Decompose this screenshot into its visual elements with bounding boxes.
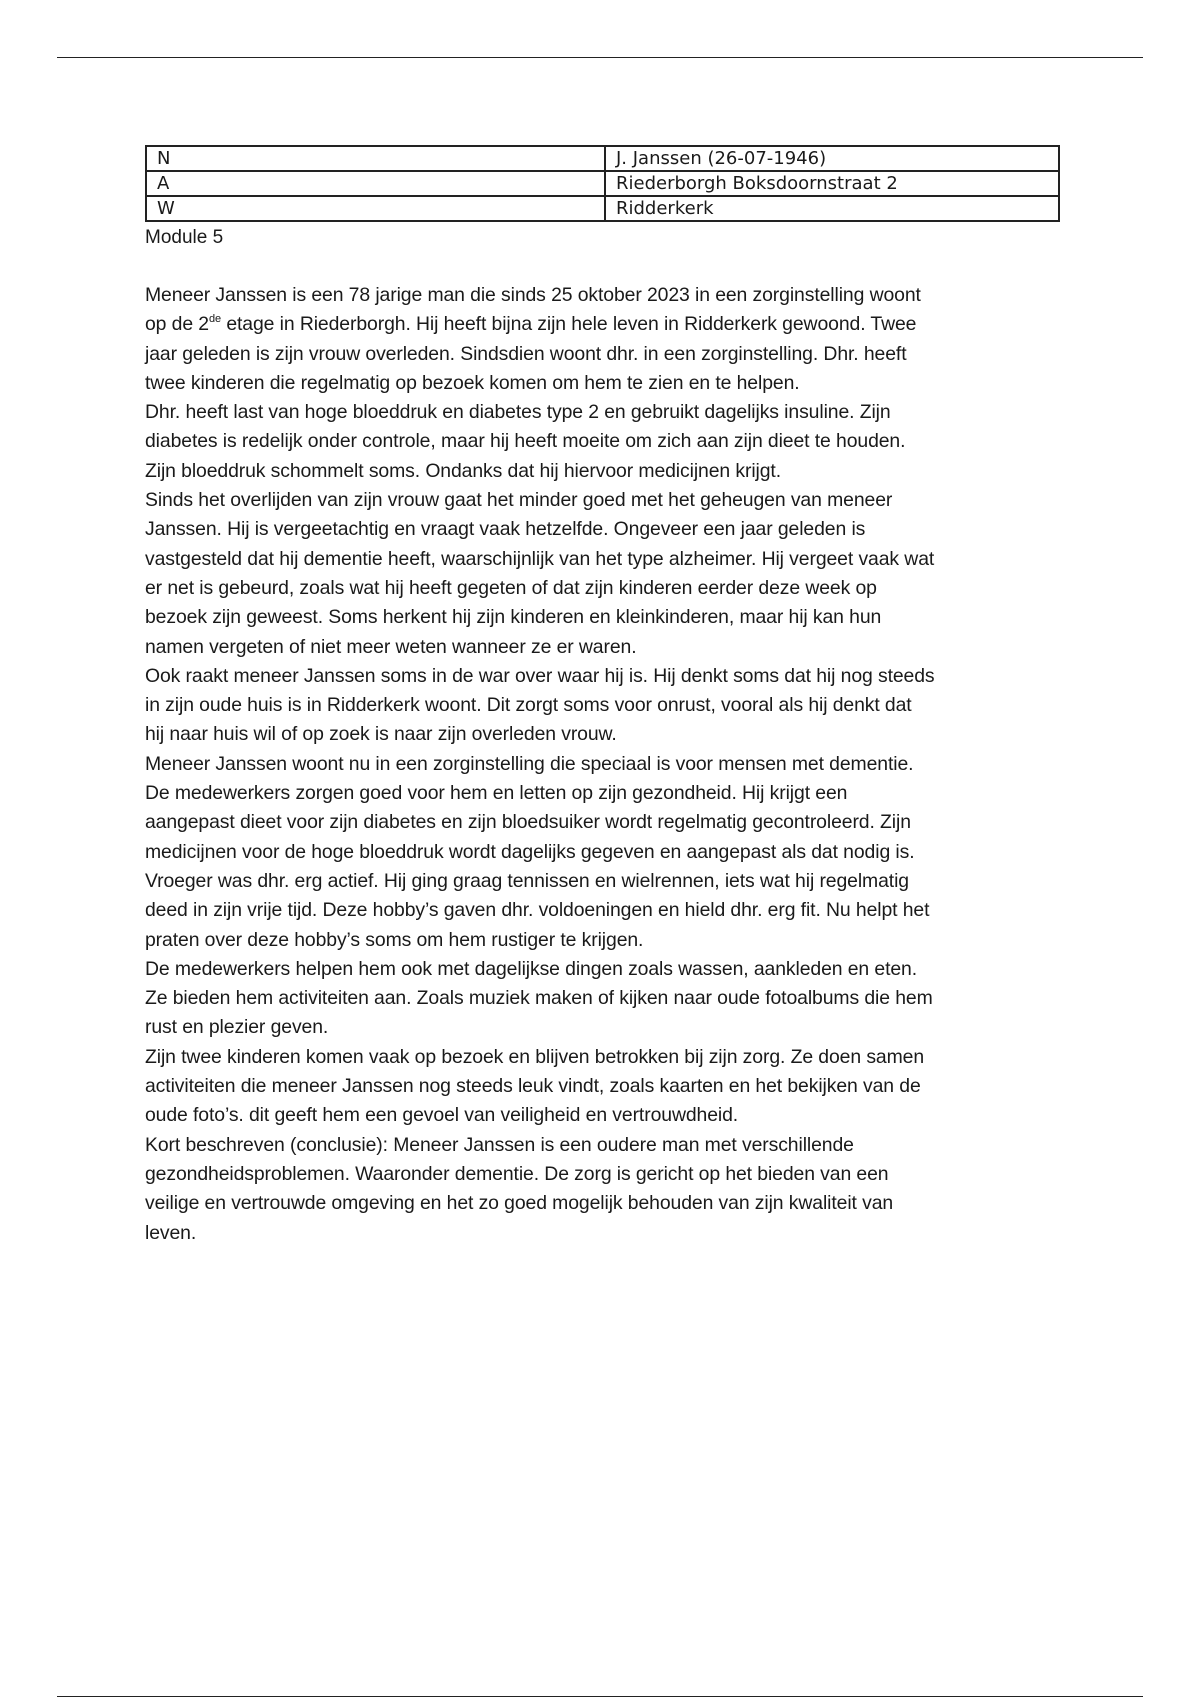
table-value: Riederborgh Boksdoornstraat 2 [605,171,1059,196]
text-line: Zijn twee kinderen komen vaak op bezoek en blijven betrokken bij zijn zorg. Ze doen samen [145,1045,925,1068]
table-row [146,146,1059,171]
text-line: De medewerkers zorgen goed voor hem en letten op zijn gezondheid. Hij krijgt een [145,782,848,805]
table-row [146,196,1059,221]
text-line: Vroeger was dhr. erg actief. Hij ging graag tennissen en wielrennen, iets wat hij regelmatig [145,869,909,892]
header-rule [57,57,1143,58]
text-line: praten over deze hobby’s soms om hem rustiger te krijgen. [145,928,644,951]
personal-info-table [145,145,1060,222]
table-row [146,171,1059,196]
text-line: Meneer Janssen woont nu in een zorginstelling die speciaal is voor mensen met dementie. [145,752,914,775]
text-span: etage in Riederborgh. Hij heeft bijna zijn hele leven in Ridderkerk gewoond. Twee [221,313,917,336]
text-line: De medewerkers helpen hem ook met dagelijkse dingen zoals wassen, aankleden en eten. [145,957,918,980]
text-line: vastgesteld dat hij dementie heeft, waarschijnlijk van het type alzheimer. Hij vergeet vaak wat [145,547,935,570]
text-line: Kort beschreven (conclusie): Meneer Janssen is een oudere man met verschillende [145,1133,854,1156]
table-value: Ridderkerk [605,196,1059,221]
text-line [145,310,935,339]
text-line: jaar geleden is zijn vrouw overleden. Sindsdien woont dhr. in een zorginstelling. Dhr. heeft [145,342,907,365]
text-line: twee kinderen die regelmatig op bezoek komen om hem te zien en te helpen. [145,371,800,394]
text-line: Ze bieden hem activiteiten aan. Zoals muziek maken of kijken naar oude fotoalbums die hem [145,987,933,1010]
document-body [145,281,935,1248]
superscript: de [209,313,222,326]
table-key: N [146,146,605,171]
module-label: Module 5 [145,227,224,248]
text-line: oude foto’s. dit geeft hem een gevoel van veiligheid en vertrouwdheid. [145,1104,739,1127]
text-line: gezondheidsproblemen. Waaronder dementie. De zorg is gericht op het bieden van een [145,1162,889,1185]
text-line: in zijn oude huis is in Ridderkerk woont. Dit zorgt soms voor onrust, vooral als hij denkt dat [145,694,912,717]
text-line: rust en plezier geven. [145,1016,329,1039]
text-line: Zijn bloeddruk schommelt soms. Ondanks dat hij hiervoor medicijnen krijgt. [145,459,781,482]
text-line: er net is gebeurd, zoals wat hij heeft gegeten of dat zijn kinderen eerder deze week op [145,576,877,599]
text-line: aangepast dieet voor zijn diabetes en zijn bloedsuiker wordt regelmatig gecontroleerd. Zijn [145,811,911,834]
footer-rule [57,1696,1143,1697]
text-line: Sinds het overlijden van zijn vrouw gaat het minder goed met het geheugen van meneer [145,489,893,512]
text-line: activiteiten die meneer Janssen nog steeds leuk vindt, zoals kaarten en het bekijken van de [145,1075,921,1098]
text-line: namen vergeten of niet meer weten wanneer ze er waren. [145,635,637,658]
text-span: op de 2 [145,313,209,336]
text-line: medicijnen voor de hoge bloeddruk wordt dagelijks gegeven en aangepast als dat nodig is. [145,840,915,863]
text-line: veilige en vertrouwde omgeving en het zo goed mogelijk behouden van zijn kwaliteit van [145,1192,894,1215]
text-line: Ook raakt meneer Janssen soms in de war over waar hij is. Hij denkt soms dat hij nog steeds [145,664,935,687]
text-line: deed in zijn vrije tijd. Deze hobby’s gaven dhr. voldoeningen en hield dhr. erg fit. Nu helpt het [145,899,930,922]
text-line: Dhr. heeft last van hoge bloeddruk en diabetes type 2 en gebruikt dagelijks insuline. Zijn [145,401,891,424]
text-line: Meneer Janssen is een 78 jarige man die sinds 25 oktober 2023 in een zorginstelling woont [145,284,921,306]
table-key: A [146,171,605,196]
text-line: leven. [145,1221,197,1244]
text-line: Janssen. Hij is vergeetachtig en vraagt vaak hetzelfde. Ongeveer een jaar geleden is [145,518,866,541]
text-line: hij naar huis wil of op zoek is naar zijn overleden vrouw. [145,723,617,746]
text-line: diabetes is redelijk onder controle, maar hij heeft moeite om zich aan zijn dieet te houden. [145,430,906,453]
text-line: bezoek zijn geweest. Soms herkent hij zijn kinderen en kleinkinderen, maar hij kan hun [145,606,882,629]
table-key: W [146,196,605,221]
table-value: J. Janssen (26-07-1946) [605,146,1059,171]
